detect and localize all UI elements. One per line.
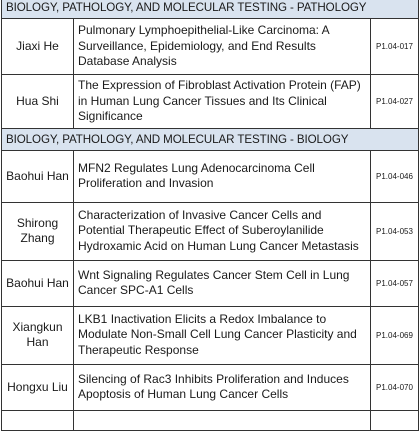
author-cell: Xiangkun Han — [2, 306, 74, 364]
abstract-code-cell: P1.04-017 — [370, 19, 418, 75]
author-cell: Shirong Zhang — [2, 202, 74, 260]
author-cell: Hongxu Liu — [2, 364, 74, 410]
abstract-code-cell: P1.04-053 — [370, 202, 418, 260]
abstract-code-cell: P1.04-046 — [370, 150, 418, 202]
author-cell: Jiaxi He — [2, 19, 74, 75]
table-row — [2, 202, 419, 260]
title-cell: LKB1 Inactivation Elicits a Redox Imbalance to Modulate Non-Small Cell Lung Cancer Plasticity and Therapeutic Response — [74, 306, 371, 364]
abstract-code-cell: P1.04-057 — [370, 260, 418, 306]
table-row — [2, 150, 419, 202]
section-header-row — [2, 128, 419, 150]
table-row — [2, 75, 419, 129]
section-header-row — [2, 0, 419, 19]
title-cell: Pulmonary Lymphoepithelial-Like Carcinoma: A Surveillance, Epidemiology, and End Results Database Analysis — [74, 19, 371, 75]
abstract-code-cell — [370, 410, 418, 430]
title-cell: The Expression of Fibroblast Activation Protein (FAP) in Human Lung Cancer Tissues and Its Clinical Significance — [74, 75, 371, 129]
table-row — [2, 364, 419, 410]
title-cell: Silencing of Rac3 Inhibits Proliferation and Induces Apoptosis of Human Lung Cancer Cells — [74, 364, 371, 410]
table-row — [2, 306, 419, 364]
abstract-code-cell: P1.04-027 — [370, 75, 418, 129]
abstract-code-cell: P1.04-069 — [370, 306, 418, 364]
author-cell: Baohui Han — [2, 260, 74, 306]
title-cell — [74, 410, 371, 430]
title-cell: Wnt Signaling Regulates Cancer Stem Cell in Lung Cancer SPC-A1 Cells — [74, 260, 371, 306]
author-cell: Baohui Han — [2, 150, 74, 202]
title-cell: MFN2 Regulates Lung Adenocarcinoma Cell Proliferation and Invasion — [74, 150, 371, 202]
author-cell — [2, 410, 74, 430]
abstract-code-cell: P1.04-070 — [370, 364, 418, 410]
table-row — [2, 19, 419, 75]
section-header-biology: BIOLOGY, PATHOLOGY, AND MOLECULAR TESTING - BIOLOGY — [2, 128, 419, 150]
section-header-pathology: BIOLOGY, PATHOLOGY, AND MOLECULAR TESTING - PATHOLOGY — [2, 0, 419, 19]
table-row — [2, 410, 419, 430]
abstract-table — [1, 0, 419, 431]
author-cell: Hua Shi — [2, 75, 74, 129]
title-cell: Characterization of Invasive Cancer Cells and Potential Therapeutic Effect of Suberoylanilide Hydroxamic Acid on Human Lung Cancer Metastasis — [74, 202, 371, 260]
table-row — [2, 260, 419, 306]
